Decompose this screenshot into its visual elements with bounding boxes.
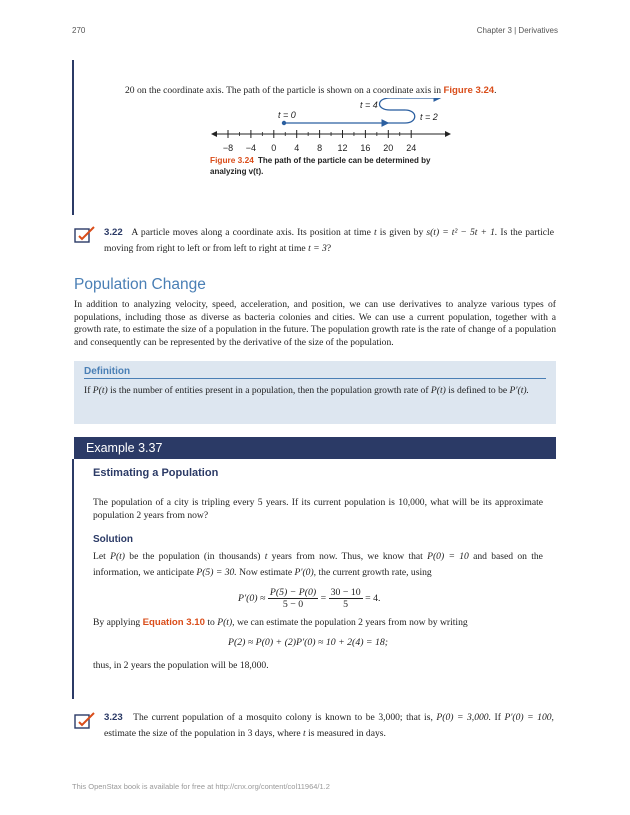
tick-marks (223, 130, 416, 153)
checkpoint-3-22: 3.22 A particle moves along a coordinate axis. Its position at time t is given by s(t) = t² − 5t + 1. Is the particle moving from right to left or from left to right at time t = 3? (104, 227, 554, 254)
definition-rule (84, 378, 546, 379)
page-number: 270 (72, 26, 86, 35)
definition-text: If P(t) is the number of entities present in a population, then the population growth rate of P(t) is defined to be P′(t). (84, 385, 529, 396)
tick-label: 4 (294, 143, 300, 153)
tick-label: 24 (406, 143, 417, 153)
definition-box (74, 361, 556, 424)
equation-estimate: P(2) ≈ P(0) + (2)P′(0) ≈ 10 + 2(4) = 18; (228, 637, 389, 648)
checkpoint-3-23: 3.23 The current population of a mosquito colony is known to be 3,000; that is, P(0) = 3,000. If P′(0) = 100, estimate the size of the population in 3 days, where t is measured in days. (104, 712, 554, 739)
solution-text-1: Let P(t) be the population (in thousands) t years from now. Thus, we know that P(0) = 10 and based on the information, we anticipate P(5) = 30. Now estimate P′(0), the current growth rate, using (93, 551, 543, 578)
label-t2: t = 2 (420, 112, 438, 122)
equation-ref-link[interactable]: Equation 3.10 (142, 617, 205, 628)
tick-label: −4 (245, 143, 257, 153)
checkpoint-pencil-icon (74, 712, 96, 730)
path-turn (388, 110, 415, 123)
example-left-bar (72, 459, 74, 699)
tick-label: −8 (222, 143, 234, 153)
label-t0: t = 0 (278, 110, 296, 120)
example-continuation-bar (72, 60, 74, 215)
intro-text: 20 on the coordinate axis. The path of the particle is shown on a coordinate axis in Figure 3.24. (125, 85, 497, 96)
example-title: Estimating a Population (93, 467, 219, 479)
figure-ref-link[interactable]: Figure 3.24 (443, 85, 495, 96)
checkpoint-pencil-icon (74, 226, 96, 244)
path-turn-back (380, 98, 441, 110)
solution-text-2: By applying Equation 3.10 to P(t), we can estimate the population 2 years from now by writing (93, 617, 468, 628)
tick-label: 16 (360, 143, 371, 153)
footer-text: This OpenStax book is available for free at http://cnx.org/content/col11964/1.2 (72, 782, 330, 791)
label-t4: t = 4 (360, 100, 378, 110)
definition-title: Definition (84, 366, 131, 377)
tick-label: 20 (383, 143, 394, 153)
chapter-header: Chapter 3 | Derivatives (476, 26, 558, 35)
example-header: Example 3.37 (74, 437, 556, 459)
tick-label: 12 (337, 143, 348, 153)
tick-label: 8 (317, 143, 323, 153)
example-problem: The population of a city is tripling every 5 years. If its current population is 10,000, what will be its approximate population 2 years from now? (93, 497, 543, 521)
figure-caption: Figure 3.24 The path of the particle can be determined by analyzing v(t). (210, 155, 431, 176)
solution-conclusion: thus, in 2 years the population will be 18,000. (93, 660, 269, 671)
section-body: In addition to analyzing velocity, speed, acceleration, and position, we can use derivatives to analyze various types of populations, including those as diverse as bacteria colonies and cities. We can use a current population, together with a growth rate, to estimate the size of a population in the future. The population growth rate is the rate of change of a population and consequently can be represented by the derivative of the size of the population. (74, 299, 556, 348)
section-title: Population Change (74, 276, 206, 293)
equation-growth-rate: P′(0) ≈ $\frac{P(5) - P(0)}{5 - 0}$ = $\frac{30 - 10}{5}$ = 4. (238, 587, 381, 610)
particle-path-figure (200, 98, 460, 160)
solution-title: Solution (93, 534, 133, 545)
tick-label: 0 (271, 143, 277, 153)
